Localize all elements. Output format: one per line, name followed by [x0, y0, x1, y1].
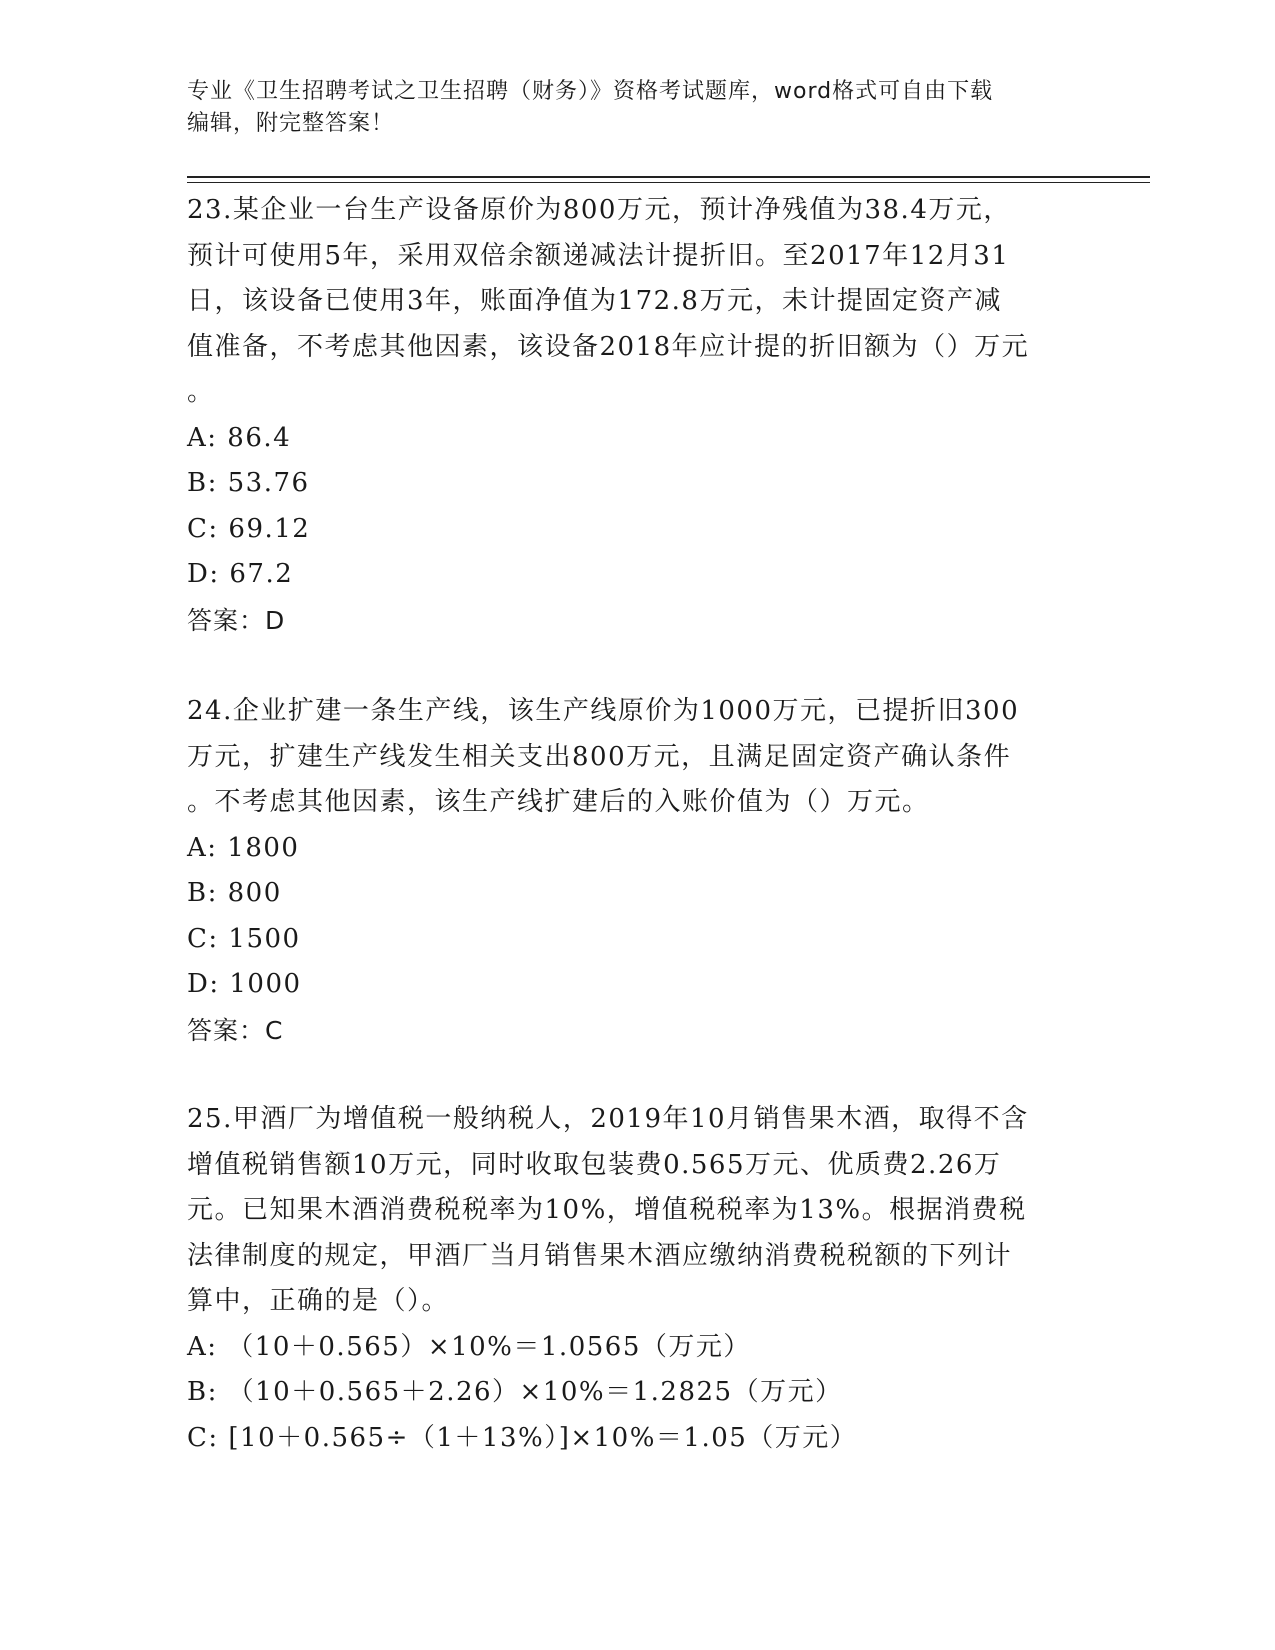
document-header: [187, 76, 1087, 140]
question-text-line: 23.某企业一台生产设备原价为800万元，预计净残值为38.4万元，: [187, 195, 1011, 225]
question-text-line: 预计可使用5年，采用双倍余额递减法计提折旧。至2017年12月31: [187, 240, 1010, 271]
question-25: [187, 1097, 1077, 1461]
question-text-line: 万元，扩建生产线发生相关支出800万元，且满足固定资产确认条件: [187, 741, 1012, 772]
option-d: D: 1000: [187, 969, 302, 999]
option-b: B: （10＋0.565＋2.26）×10%＝1.2825（万元）: [187, 1377, 843, 1407]
question-text-line: 25.甲酒厂为增值税一般纳税人，2019年10月销售果木酒，取得不含: [187, 1104, 1029, 1134]
question-text-line: 值准备，不考虑其他因素，该设备2018年应计提的折旧额为（）万元: [187, 331, 1030, 362]
question-text-line: 。不考虑其他因素，该生产线扩建后的入账价值为（）万元。: [187, 787, 930, 817]
question-text-line: 法律制度的规定，甲酒厂当月销售果木酒应缴纳消费税税额的下列计: [187, 1240, 1013, 1271]
header-divider-thick: [187, 176, 1150, 178]
answer: 答案：D: [187, 605, 286, 635]
question-text-line: 元。已知果木酒消费税税率为10%，增值税税率为13%。根据消费税: [187, 1195, 1027, 1225]
question-text-line: 增值税销售额10万元，同时收取包装费0.565万元、优质费2.26万: [187, 1149, 1002, 1180]
question-24: [187, 689, 1077, 1053]
option-b: B: 800: [187, 878, 282, 908]
option-b: B: 53.76: [187, 468, 310, 498]
answer: 答案：C: [187, 1015, 284, 1045]
header-line-2: 编辑，附完整答案！: [187, 111, 395, 136]
option-a: A: （10＋0.565）×10%＝1.0565（万元）: [187, 1331, 751, 1362]
option-a: A: 1800: [187, 832, 300, 863]
question-text-line: 。: [187, 377, 215, 407]
header-divider-thin: [187, 182, 1150, 183]
question-23: [187, 188, 1077, 643]
option-c: C: 69.12: [187, 513, 311, 544]
question-text-line: 日，该设备已使用3年，账面净值为172.8万元，未计提固定资产减: [187, 286, 1002, 316]
question-text-line: 算中，正确的是（）。: [187, 1286, 450, 1316]
option-d: D: 67.2: [187, 559, 294, 589]
option-a: A: 86.4: [187, 422, 292, 453]
option-c: C: [10＋0.565÷（1＋13%）]×10%＝1.05（万元）: [187, 1422, 858, 1453]
question-text-line: 24.企业扩建一条生产线，该生产线原价为1000万元，已提折旧300: [187, 696, 1020, 726]
header-line-1: 专业《卫生招聘考试之卫生招聘（财务）》资格考试题库，word格式可自由下载: [187, 79, 994, 104]
option-c: C: 1500: [187, 923, 301, 954]
